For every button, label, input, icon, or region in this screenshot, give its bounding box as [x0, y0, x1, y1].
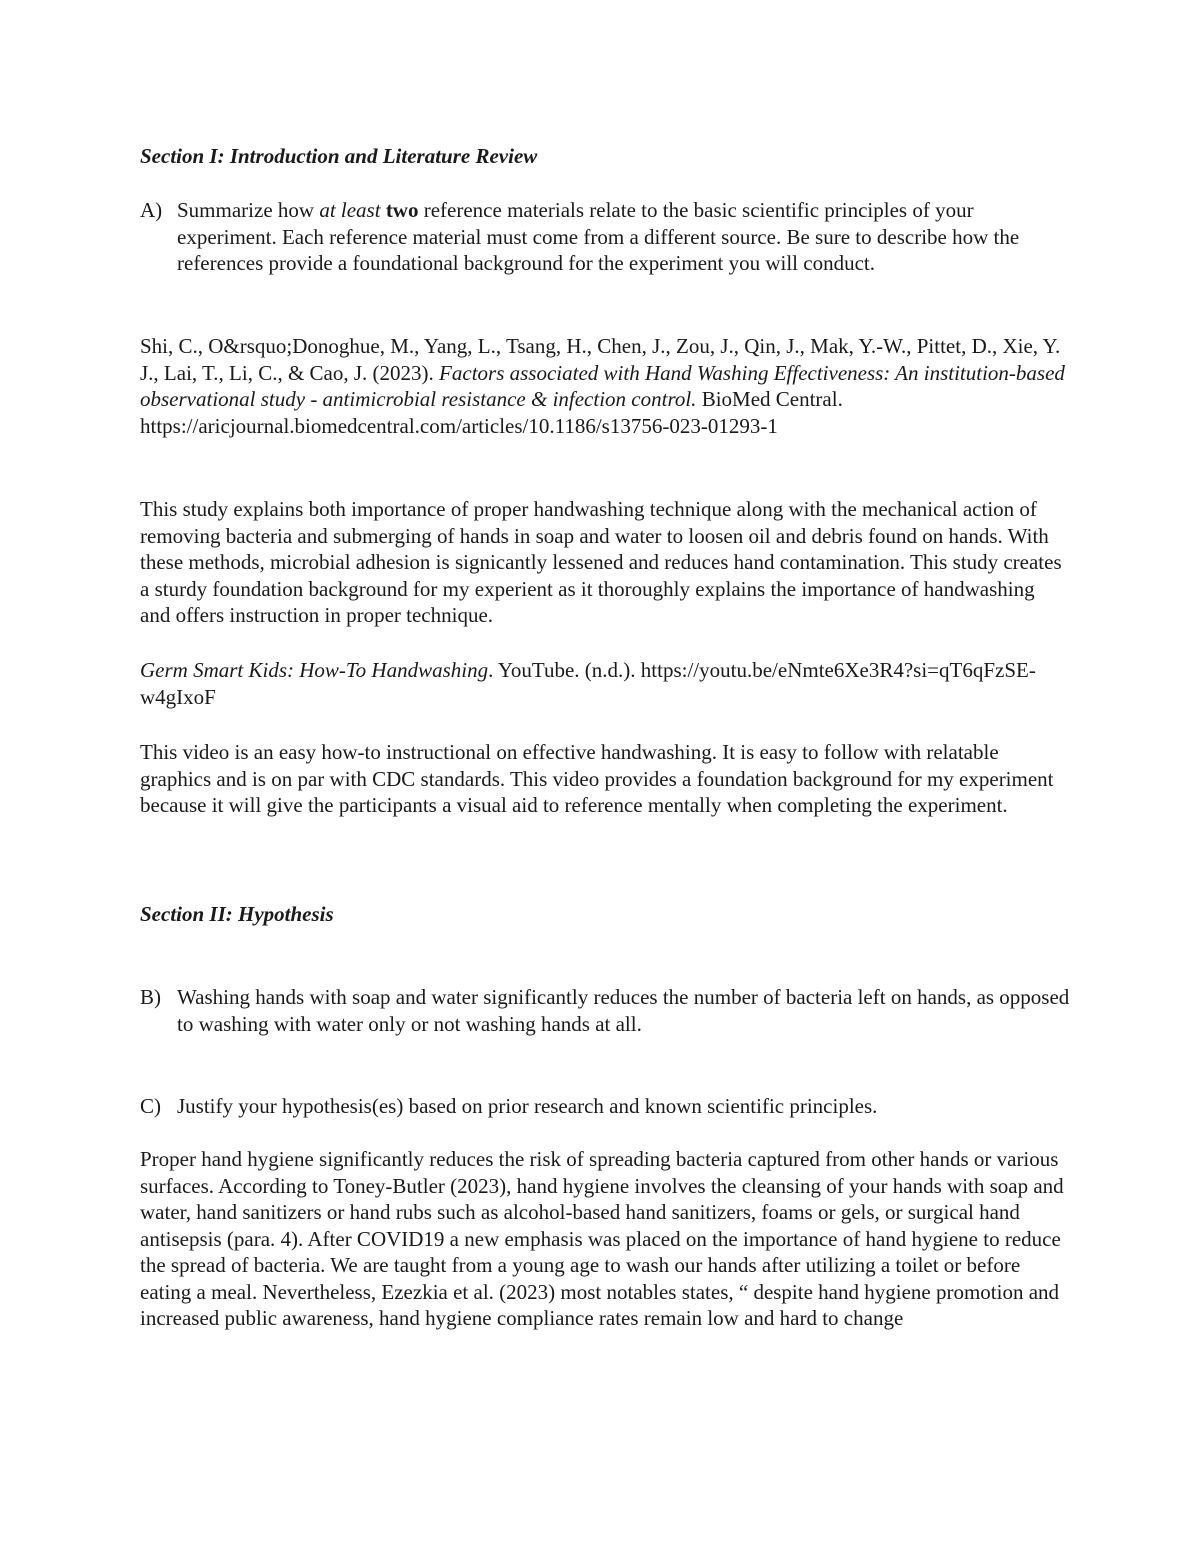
prompt-a-text [177, 197, 1070, 277]
prompt-a-text-start: Summarize how [177, 198, 320, 222]
hypothesis-text: Washing hands with soap and water significantly reduces the number of bacteria left on hands, as opposed to washing with water only or not washing hands at all. [177, 985, 1070, 1036]
reference-2-citation [140, 657, 1070, 710]
list-marker-a: A) [140, 198, 163, 222]
reference-1-source: BioMed Central. https://aricjournal.biomedcentral.com/articles/10.1186/s13756-023-01293-1 [140, 387, 843, 438]
reference-1-summary: This study explains both importance of proper handwashing technique along with the mechanical action of removing bacteria and submerging of hands in soap and water to loosen oil and debris found on hands. With these methods, microbial adhesion is signicantly lessened and reduces hand contamination. This study creates a sturdy foundation background for my experient as it thoroughly explains the importance of handwashing and offers instruction in proper technique. [140, 497, 1062, 627]
reference-2-title: Germ Smart Kids: How-To Handwashing [140, 658, 489, 682]
list-marker-b: B) [140, 985, 161, 1009]
section-2-heading: Section II: Hypothesis [140, 902, 334, 926]
prompt-a-emphasis: at least [319, 198, 381, 222]
reference-1-title: Factors associated with Hand Washing Effectiveness: An institution-based observational study - antimicrobial resistance & infection control. [140, 360, 1065, 411]
prompt-a-text-end: reference materials relate to the basic scientific principles of your experiment. Each reference material must come from a different source. Be sure to describe how the references provide a foundational background for the experiment you will conduct. [177, 198, 1020, 275]
prompt-item-c [140, 1093, 1070, 1120]
hypothesis-justification: Proper hand hygiene significantly reduces the risk of spreading bacteria captured from other hands or various surfaces. According to Toney-Butler (2023), hand hygiene involves the cleansing of your hands with soap and water, hand sanitizers or hand rubs such as alcohol-based hand sanitizers, foams or gels, or surgical hand antisepsis (para. 4). After COVID19 a new emphasis was placed on the importance of hand hygiene to reduce the spread of bacteria. We are taught from a young age to wash our hands after utilizing a toilet or before eating a meal. Nevertheless, Ezezkia et al. (2023) most notables states, “ despite hand hygiene promotion and increased public awareness, hand hygiene compliance rates remain low and hard to change [140, 1147, 1064, 1330]
section-1-heading: Section I: Introduction and Literature Review [140, 144, 538, 168]
prompt-c-text: Justify your hypothesis(es) based on prior research and known scientific principles. [177, 1094, 878, 1118]
reference-1-citation [140, 333, 1070, 439]
prompt-item-a [140, 197, 1070, 277]
reference-1-authors: Shi, C., O&rsquo;Donoghue, M., Yang, L., Tsang, H., Chen, J., Zou, J., Qin, J., Mak, Y.-W., Pittet, D., Xie, Y. J., Lai, T., Li, C., & Cao, J. (2023). [140, 334, 1061, 385]
hypothesis-item-b [140, 984, 1070, 1037]
reference-2-summary: This video is an easy how-to instructional on effective handwashing. It is easy to follow with relatable graphics and is on par with CDC standards. This video provides a foundation background for my experiment because it will give the participants a visual aid to reference mentally when completing the experiment. [140, 740, 1054, 817]
list-marker-c: C) [140, 1094, 161, 1118]
prompt-a-bold: two [385, 198, 419, 222]
reference-2-source: . YouTube. (n.d.). https://youtu.be/eNmte6Xe3R4?si=qT6qFzSE-w4gIxoF [140, 658, 1036, 709]
